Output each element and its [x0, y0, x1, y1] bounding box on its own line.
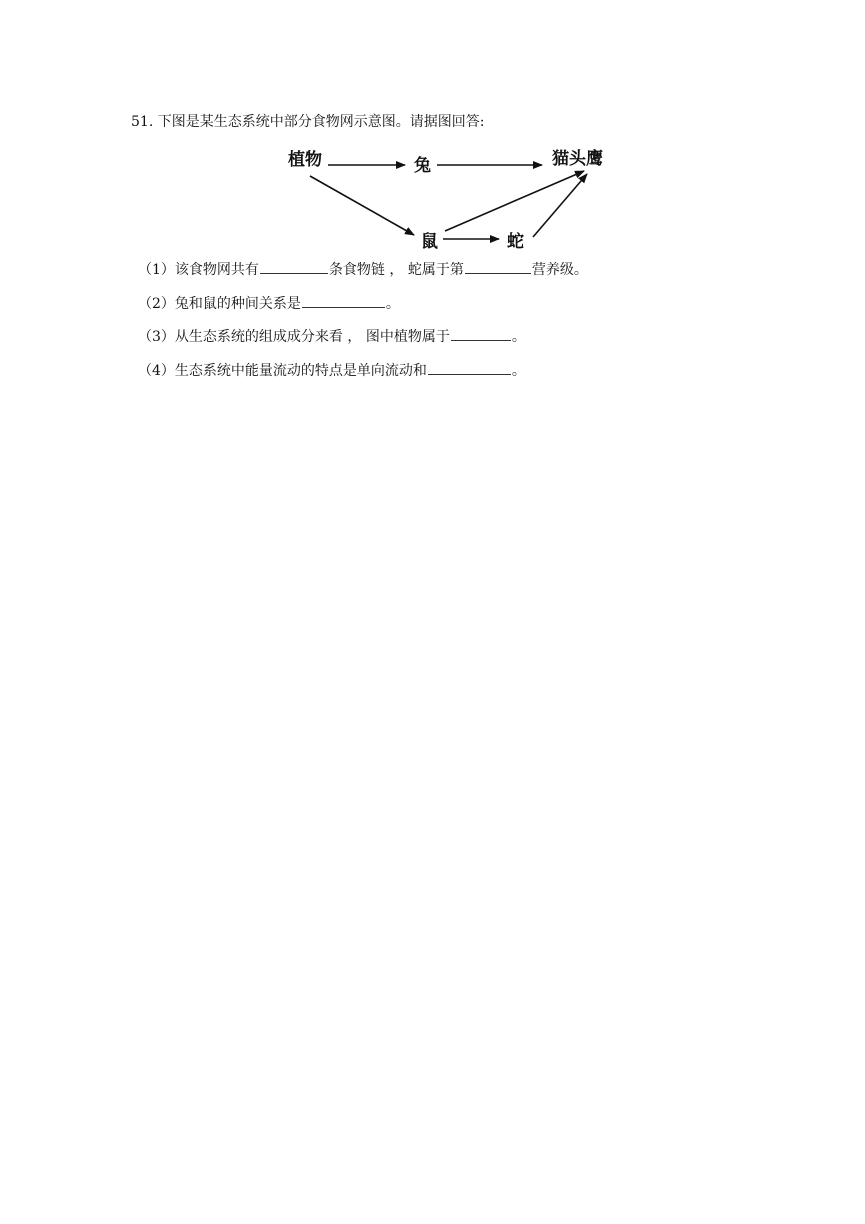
- question-prompt: 下图是某生态系统中部分食物网示意图。请据图回答:: [157, 114, 485, 130]
- arrow-plant-to-mouse: [310, 176, 414, 235]
- sub-question-number: （2）: [138, 296, 175, 312]
- sub-question-text: 。: [385, 296, 400, 312]
- sub-question-text: 条食物链 ， 蛇属于第: [328, 262, 464, 278]
- arrow-snake-to-owl: [533, 174, 587, 237]
- node-owl: 猫头鹰: [552, 149, 603, 169]
- node-snake: 蛇: [507, 232, 524, 252]
- sub-question-text: 营养级。: [531, 262, 588, 278]
- question-number: 51.: [131, 114, 154, 130]
- node-rabbit: 兔: [414, 156, 431, 176]
- sub-question-text: 兔和鼠的种间关系是: [174, 296, 301, 312]
- sub-question-text: 从生态系统的组成成分来看 ， 图中植物属于: [174, 329, 450, 345]
- sub-question-text: 。: [511, 329, 526, 345]
- sub-question-2: [138, 294, 400, 314]
- sub-question-3: [138, 327, 526, 347]
- answer-blank-relationship[interactable]: [302, 294, 385, 308]
- sub-question-text: 生态系统中能量流动的特点是单向流动和: [174, 363, 427, 379]
- answer-blank-component[interactable]: [451, 327, 511, 341]
- sub-question-number: （4）: [138, 363, 175, 379]
- answer-blank-chain-count[interactable]: [260, 260, 328, 274]
- sub-question-number: （1）: [138, 262, 175, 278]
- food-web-diagram: [280, 140, 620, 255]
- sub-question-number: （3）: [138, 329, 175, 345]
- node-plant: 植物: [288, 150, 322, 170]
- answer-blank-energy-feature[interactable]: [428, 361, 511, 375]
- node-mouse: 鼠: [421, 232, 438, 252]
- question-title: [131, 112, 484, 132]
- sub-question-4: [138, 361, 526, 381]
- sub-question-text: 该食物网共有: [174, 262, 259, 278]
- sub-question-text: 。: [511, 363, 526, 379]
- answer-blank-trophic-level[interactable]: [465, 260, 531, 274]
- sub-question-1: [138, 260, 588, 280]
